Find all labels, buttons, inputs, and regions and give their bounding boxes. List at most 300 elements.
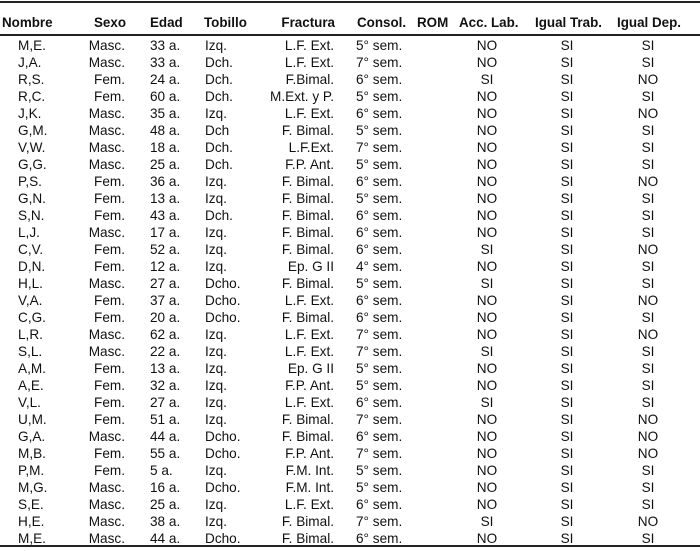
cell-tobillo: Dch — [205, 123, 230, 138]
table-row — [0, 54, 700, 71]
cell-consol: 5° sem. — [356, 480, 403, 495]
cell-igual-dep: SI — [641, 123, 655, 138]
cell-tobillo: Dch. — [205, 55, 233, 70]
cell-tobillo: Dcho. — [205, 480, 241, 495]
cell-nombre: D,N. — [18, 259, 46, 274]
cell-igual-dep: SI — [641, 259, 655, 274]
cell-acc-lab: SI — [480, 276, 494, 291]
table-row — [0, 411, 700, 428]
cell-tobillo: Dch. — [205, 89, 233, 104]
cell-fractura: F. Bimal. — [281, 310, 334, 325]
cell-consol: 6° sem. — [356, 106, 403, 121]
cell-igual-dep: SI — [641, 140, 655, 155]
cell-igual-trab: SI — [560, 480, 574, 495]
cell-fractura: F. Bimal. — [281, 225, 334, 240]
cell-igual-dep: SI — [641, 208, 655, 223]
cell-fractura: L.F. Ext. — [284, 327, 334, 342]
cell-consol: 5° sem. — [356, 463, 403, 478]
cell-edad: 33 a. — [150, 55, 181, 70]
cell-sexo: Fem. — [94, 293, 125, 308]
cell-igual-trab: SI — [560, 123, 574, 138]
cell-sexo: Masc. — [88, 123, 125, 138]
cell-consol: 4° sem. — [356, 259, 403, 274]
cell-igual-trab: SI — [560, 38, 574, 53]
cell-edad: 52 a. — [150, 242, 181, 257]
cell-tobillo: Izq. — [205, 259, 227, 274]
cell-igual-trab: SI — [560, 242, 574, 257]
cell-igual-trab: SI — [560, 293, 574, 308]
cell-fractura: L.F. Ext. — [284, 55, 334, 70]
cell-acc-lab: NO — [476, 480, 498, 495]
cell-tobillo: Izq. — [205, 327, 227, 342]
cell-edad: 24 a. — [150, 72, 181, 87]
cell-nombre: J,A. — [18, 55, 42, 70]
header-row — [0, 14, 700, 31]
table-row — [0, 122, 700, 139]
cell-igual-trab: SI — [560, 225, 574, 240]
cell-acc-lab: NO — [476, 327, 498, 342]
cell-sexo: Masc. — [88, 55, 125, 70]
cell-edad: 33 a. — [150, 38, 181, 53]
cell-acc-lab: NO — [476, 446, 498, 461]
cell-nombre: V,L. — [18, 395, 41, 410]
cell-sexo: Masc. — [88, 514, 125, 529]
cell-nombre: V,A. — [18, 293, 43, 308]
header-nombre: Nombre — [2, 15, 53, 30]
cell-igual-trab: SI — [560, 327, 574, 342]
cell-fractura: F. Bimal. — [281, 429, 334, 444]
cell-igual-trab: SI — [560, 395, 574, 410]
cell-igual-trab: SI — [560, 412, 574, 427]
header-tobillo: Tobillo — [204, 15, 247, 30]
cell-nombre: P,S. — [18, 174, 42, 189]
cell-sexo: Masc. — [88, 157, 125, 172]
cell-fractura: F.P. Ant. — [285, 157, 334, 172]
cell-consol: 6° sem. — [356, 72, 403, 87]
table-row — [0, 326, 700, 343]
cell-consol: 7° sem. — [356, 140, 403, 155]
cell-consol: 5° sem. — [356, 191, 403, 206]
cell-tobillo: Dcho. — [205, 531, 241, 546]
cell-fractura: L.F. Ext. — [284, 344, 334, 359]
cell-nombre: R,C. — [18, 89, 46, 104]
cell-edad: 5 a. — [150, 463, 173, 478]
table-row — [0, 360, 700, 377]
table-row — [0, 190, 700, 207]
cell-acc-lab: NO — [476, 497, 498, 512]
cell-acc-lab: NO — [476, 412, 498, 427]
cell-igual-dep: SI — [641, 310, 655, 325]
cell-fractura: Ep. G II — [287, 259, 334, 274]
cell-nombre: C,V. — [18, 242, 44, 257]
cell-nombre: G,N. — [18, 191, 46, 206]
header-acc-lab: Acc. Lab. — [459, 15, 519, 30]
cell-igual-dep: SI — [641, 157, 655, 172]
cell-nombre: L,R. — [18, 327, 43, 342]
cell-edad: 51 a. — [150, 412, 181, 427]
cell-edad: 20 a. — [150, 310, 181, 325]
cell-fractura: F.M. Int. — [285, 463, 334, 478]
cell-edad: 44 a. — [150, 429, 181, 444]
cell-igual-dep: SI — [641, 344, 655, 359]
cell-igual-dep: SI — [641, 276, 655, 291]
cell-sexo: Fem. — [94, 208, 125, 223]
cell-nombre: M,B. — [18, 446, 46, 461]
header-fractura: Fractura — [281, 15, 335, 30]
cell-fractura: Ep. G II — [287, 361, 334, 376]
cell-nombre: G,M. — [18, 123, 48, 138]
cell-tobillo: Dcho. — [205, 310, 241, 325]
cell-tobillo: Dcho. — [205, 429, 241, 444]
cell-acc-lab: NO — [476, 38, 498, 53]
cell-nombre: M,E. — [18, 531, 46, 546]
cell-acc-lab: NO — [476, 140, 498, 155]
cell-acc-lab: SI — [480, 242, 494, 257]
cell-edad: 36 a. — [150, 174, 181, 189]
cell-tobillo: Izq. — [205, 106, 227, 121]
cell-edad: 27 a. — [150, 276, 181, 291]
cell-fractura: F. Bimal. — [281, 242, 334, 257]
cell-sexo: Masc. — [88, 225, 125, 240]
cell-acc-lab: NO — [476, 225, 498, 240]
cell-acc-lab: SI — [480, 395, 494, 410]
cell-edad: 25 a. — [150, 497, 181, 512]
cell-sexo: Masc. — [88, 38, 125, 53]
cell-nombre: M,G. — [18, 480, 48, 495]
cell-igual-trab: SI — [560, 106, 574, 121]
table-row — [0, 156, 700, 173]
cell-fractura: L.F. Ext. — [284, 106, 334, 121]
cell-acc-lab: NO — [476, 429, 498, 444]
cell-tobillo: Izq. — [205, 378, 227, 393]
cell-fractura: F.M. Int. — [285, 480, 334, 495]
cell-fractura: M.Ext. y P. — [270, 89, 334, 104]
cell-acc-lab: NO — [476, 55, 498, 70]
cell-igual-trab: SI — [560, 208, 574, 223]
table-row — [0, 462, 700, 479]
cell-consol: 5° sem. — [356, 361, 403, 376]
cell-fractura: F. Bimal. — [281, 208, 334, 223]
cell-acc-lab: NO — [476, 378, 498, 393]
table-row — [0, 428, 700, 445]
cell-igual-dep: SI — [641, 480, 655, 495]
cell-sexo: Fem. — [94, 242, 125, 257]
cell-igual-dep: NO — [637, 72, 659, 87]
cell-igual-trab: SI — [560, 429, 574, 444]
header-igual-dep: Igual Dep. — [617, 15, 681, 30]
cell-sexo: Fem. — [94, 174, 125, 189]
cell-edad: 55 a. — [150, 446, 181, 461]
cell-tobillo: Dch. — [205, 72, 233, 87]
cell-tobillo: Izq. — [205, 497, 227, 512]
cell-edad: 16 a. — [150, 480, 181, 495]
table-row — [0, 139, 700, 156]
cell-igual-trab: SI — [560, 89, 574, 104]
cell-acc-lab: NO — [476, 174, 498, 189]
cell-igual-trab: SI — [560, 157, 574, 172]
cell-acc-lab: NO — [476, 531, 498, 546]
cell-igual-trab: SI — [560, 259, 574, 274]
cell-nombre: U,M. — [18, 412, 47, 427]
cell-edad: 60 a. — [150, 89, 181, 104]
cell-consol: 6° sem. — [356, 208, 403, 223]
cell-sexo: Fem. — [94, 191, 125, 206]
cell-igual-dep: SI — [641, 89, 655, 104]
cell-consol: 7° sem. — [356, 412, 403, 427]
cell-igual-dep: SI — [641, 191, 655, 206]
cell-consol: 6° sem. — [356, 531, 403, 546]
cell-igual-trab: SI — [560, 361, 574, 376]
cell-igual-dep: SI — [641, 531, 655, 546]
cell-nombre: C,G. — [18, 310, 46, 325]
cell-consol: 5° sem. — [356, 38, 403, 53]
table-row — [0, 105, 700, 122]
cell-igual-trab: SI — [560, 463, 574, 478]
cell-edad: 13 a. — [150, 191, 181, 206]
cell-edad: 25 a. — [150, 157, 181, 172]
cell-tobillo: Dch. — [205, 140, 233, 155]
table-row — [0, 241, 700, 258]
cell-nombre: H,E. — [18, 514, 45, 529]
cell-tobillo: Izq. — [205, 412, 227, 427]
header-consol: Consol. — [357, 15, 407, 30]
cell-igual-trab: SI — [560, 276, 574, 291]
cell-sexo: Masc. — [88, 276, 125, 291]
cell-igual-dep: NO — [637, 446, 659, 461]
header-rom: ROM — [417, 15, 449, 30]
cell-consol: 6° sem. — [356, 429, 403, 444]
cell-igual-dep: NO — [637, 412, 659, 427]
cell-igual-dep: NO — [637, 293, 659, 308]
cell-acc-lab: NO — [476, 259, 498, 274]
cell-acc-lab: NO — [476, 89, 498, 104]
table-row — [0, 377, 700, 394]
cell-edad: 17 a. — [150, 225, 181, 240]
cell-sexo: Fem. — [94, 463, 125, 478]
table-row — [0, 71, 700, 88]
cell-igual-dep: SI — [641, 463, 655, 478]
cell-acc-lab: NO — [476, 310, 498, 325]
cell-igual-dep: SI — [641, 361, 655, 376]
cell-fractura: F.P. Ant. — [285, 378, 334, 393]
header-sexo: Sexo — [94, 15, 127, 30]
cell-nombre: H,L. — [18, 276, 43, 291]
cell-consol: 6° sem. — [356, 174, 403, 189]
cell-igual-dep: SI — [641, 497, 655, 512]
cell-tobillo: Izq. — [205, 225, 227, 240]
cell-consol: 6° sem. — [356, 497, 403, 512]
cell-tobillo: Izq. — [205, 38, 227, 53]
cell-consol: 5° sem. — [356, 276, 403, 291]
cell-consol: 7° sem. — [356, 514, 403, 529]
table-row — [0, 479, 700, 496]
cell-nombre: A,M. — [18, 361, 46, 376]
cell-sexo: Masc. — [88, 106, 125, 121]
cell-consol: 6° sem. — [356, 242, 403, 257]
cell-igual-dep: SI — [641, 225, 655, 240]
cell-igual-trab: SI — [560, 344, 574, 359]
cell-tobillo: Izq. — [205, 361, 227, 376]
cell-nombre: A,E. — [18, 378, 44, 393]
cell-tobillo: Izq. — [205, 395, 227, 410]
cell-sexo: Fem. — [94, 395, 125, 410]
cell-fractura: F. Bimal. — [281, 191, 334, 206]
cell-acc-lab: NO — [476, 463, 498, 478]
cell-edad: 44 a. — [150, 531, 181, 546]
cell-nombre: V,W. — [18, 140, 46, 155]
cell-consol: 6° sem. — [356, 395, 403, 410]
table-row — [0, 445, 700, 462]
cell-acc-lab: SI — [480, 72, 494, 87]
cell-consol: 5° sem. — [356, 89, 403, 104]
cell-edad: 38 a. — [150, 514, 181, 529]
cell-acc-lab: SI — [480, 344, 494, 359]
cell-consol: 7° sem. — [356, 344, 403, 359]
cell-sexo: Fem. — [94, 378, 125, 393]
cell-igual-trab: SI — [560, 191, 574, 206]
cell-acc-lab: NO — [476, 123, 498, 138]
cell-edad: 13 a. — [150, 361, 181, 376]
cell-tobillo: Dcho. — [205, 276, 241, 291]
cell-fractura: L.F. Ext. — [284, 38, 334, 53]
cell-sexo: Masc. — [88, 327, 125, 342]
cell-igual-trab: SI — [560, 55, 574, 70]
table-row — [0, 275, 700, 292]
cell-fractura: L.F. Ext. — [284, 293, 334, 308]
cell-fractura: F.Bimal. — [285, 72, 334, 87]
cell-fractura: F.P. Ant. — [285, 446, 334, 461]
cell-tobillo: Izq. — [205, 344, 227, 359]
cell-consol: 5° sem. — [356, 123, 403, 138]
cell-nombre: S,L. — [18, 344, 43, 359]
cell-fractura: F. Bimal. — [281, 123, 334, 138]
cell-edad: 18 a. — [150, 140, 181, 155]
cell-fractura: L.F. Ext. — [284, 395, 334, 410]
cell-sexo: Masc. — [88, 531, 125, 546]
cell-tobillo: Dcho. — [205, 293, 241, 308]
cell-sexo: Masc. — [88, 480, 125, 495]
cell-igual-trab: SI — [560, 140, 574, 155]
table-row — [0, 394, 700, 411]
cell-igual-trab: SI — [560, 310, 574, 325]
cell-sexo: Fem. — [94, 361, 125, 376]
cell-edad: 48 a. — [150, 123, 181, 138]
cell-nombre: G,G. — [18, 157, 47, 172]
cell-tobillo: Dch. — [205, 208, 233, 223]
cell-sexo: Fem. — [94, 89, 125, 104]
cell-fractura: F. Bimal. — [281, 412, 334, 427]
header-edad: Edad — [150, 15, 183, 30]
table-row — [0, 88, 700, 105]
cell-acc-lab: NO — [476, 208, 498, 223]
header-rule — [0, 34, 700, 36]
table-row — [0, 343, 700, 360]
cell-igual-dep: SI — [641, 378, 655, 393]
cell-tobillo: Dcho. — [205, 446, 241, 461]
cell-sexo: Fem. — [94, 310, 125, 325]
cell-fractura: L.F.Ext. — [288, 140, 334, 155]
cell-acc-lab: NO — [476, 191, 498, 206]
cell-consol: 5° sem. — [356, 157, 403, 172]
cell-tobillo: Izq. — [205, 174, 227, 189]
cell-tobillo: Izq. — [205, 242, 227, 257]
table-row — [0, 309, 700, 326]
cell-igual-trab: SI — [560, 174, 574, 189]
cell-edad: 43 a. — [150, 208, 181, 223]
cell-fractura: F. Bimal. — [281, 514, 334, 529]
cell-acc-lab: NO — [476, 106, 498, 121]
cell-fractura: L.F. Ext. — [284, 497, 334, 512]
cell-tobillo: Izq. — [205, 514, 227, 529]
cell-acc-lab: NO — [476, 157, 498, 172]
cell-igual-dep: NO — [637, 514, 659, 529]
cell-edad: 32 a. — [150, 378, 181, 393]
table-row — [0, 513, 700, 530]
cell-edad: 27 a. — [150, 395, 181, 410]
cell-edad: 37 a. — [150, 293, 181, 308]
cell-consol: 6° sem. — [356, 293, 403, 308]
table-row — [0, 37, 700, 54]
cell-nombre: J,K. — [18, 106, 42, 121]
cell-acc-lab: NO — [476, 293, 498, 308]
cell-acc-lab: SI — [480, 514, 494, 529]
cell-igual-trab: SI — [560, 378, 574, 393]
cell-nombre: P,M. — [18, 463, 45, 478]
cell-edad: 12 a. — [150, 259, 181, 274]
cell-nombre: R,S. — [18, 72, 45, 87]
cell-sexo: Fem. — [94, 412, 125, 427]
cell-fractura: F. Bimal. — [281, 531, 334, 546]
cell-edad: 62 a. — [150, 327, 181, 342]
cell-sexo: Masc. — [88, 344, 125, 359]
cell-igual-dep: NO — [637, 106, 659, 121]
cell-igual-trab: SI — [560, 446, 574, 461]
cell-consol: 7° sem. — [356, 446, 403, 461]
cell-igual-dep: NO — [637, 242, 659, 257]
cell-igual-dep: NO — [637, 327, 659, 342]
cell-igual-dep: SI — [641, 55, 655, 70]
top-rule — [0, 1, 700, 3]
cell-sexo: Fem. — [94, 446, 125, 461]
cell-sexo: Masc. — [88, 140, 125, 155]
table-row — [0, 207, 700, 224]
cell-consol: 6° sem. — [356, 225, 403, 240]
cell-consol: 5° sem. — [356, 378, 403, 393]
table-row — [0, 258, 700, 275]
cell-sexo: Fem. — [94, 259, 125, 274]
cell-fractura: F. Bimal. — [281, 276, 334, 291]
table-row — [0, 496, 700, 513]
cell-nombre: S,E. — [18, 497, 44, 512]
cell-consol: 6° sem. — [356, 310, 403, 325]
cell-nombre: G,A. — [18, 429, 46, 444]
cell-nombre: L,J. — [18, 225, 40, 240]
cell-nombre: M,E. — [18, 38, 46, 53]
cell-fractura: F. Bimal. — [281, 174, 334, 189]
table-row — [0, 173, 700, 190]
header-igual-trab: Igual Trab. — [535, 15, 602, 30]
cell-igual-dep: NO — [637, 174, 659, 189]
cell-tobillo: Izq. — [205, 191, 227, 206]
cell-igual-dep: NO — [637, 429, 659, 444]
cell-igual-trab: SI — [560, 514, 574, 529]
cell-igual-dep: SI — [641, 38, 655, 53]
cell-tobillo: Izq. — [205, 463, 227, 478]
cell-igual-trab: SI — [560, 497, 574, 512]
cell-tobillo: Dch. — [205, 157, 233, 172]
table-row — [0, 224, 700, 241]
cell-igual-dep: SI — [641, 395, 655, 410]
